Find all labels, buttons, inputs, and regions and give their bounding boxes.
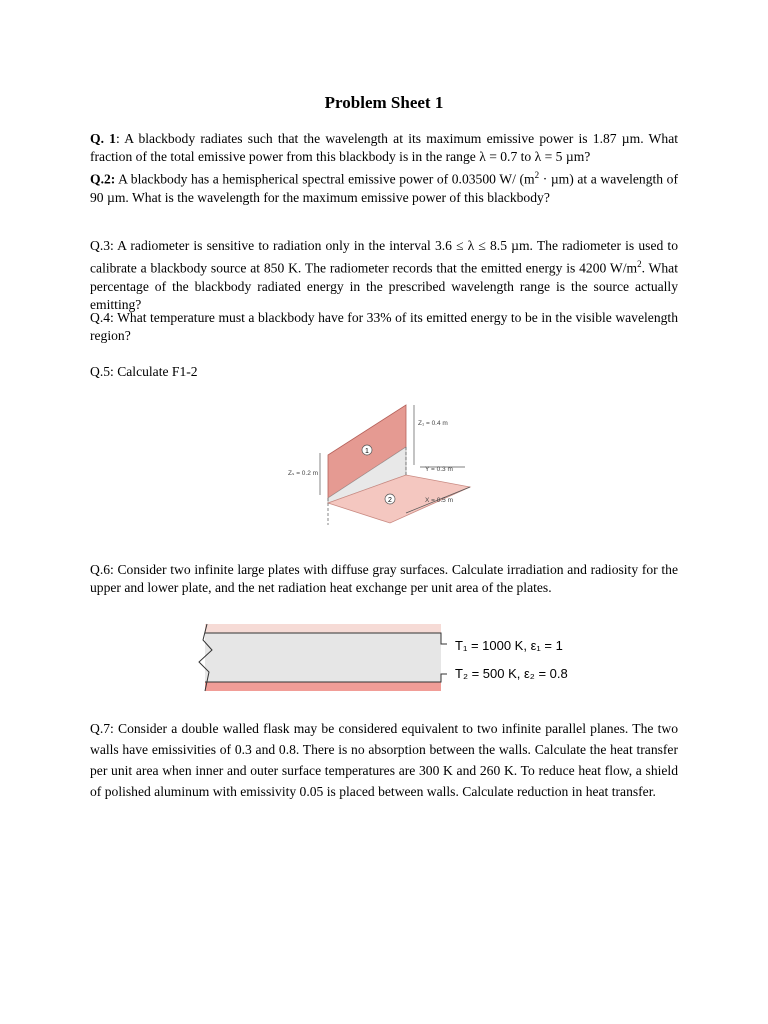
z1-dimension-label: Z₁ = 0.4 m (418, 420, 448, 427)
upper-plate-label: T₁ = 1000 K, ε₁ = 1 (455, 638, 563, 653)
question-3-text-b: . What percentage of the blackbody radiated energy in the prescribed wavelength range is the source actually emitting? (90, 260, 678, 312)
parallel-plates-diagram (185, 620, 585, 695)
question-1-label: Q. 1 (90, 131, 116, 146)
zs-dimension-label: Zₛ = 0.2 m (288, 470, 319, 477)
question-4-text: Q.4: What temperature must a blackbody have for 33% of its emitted energy to be in the visible wavelength region? (90, 310, 678, 343)
question-4 (90, 309, 678, 345)
surface-1-number: 1 (365, 448, 369, 455)
question-1-2 (90, 130, 678, 207)
question-3-text-a: Q.3: A radiometer is sensitive to radiation only in the interval 3.6 ≤ λ ≤ 8.5 µm. The radiometer is used to calibrate a blackbody source at 850 K. The radiometer records that the emitted energy is 4200 W/m (90, 238, 678, 276)
question-2-label: Q.2: (90, 171, 116, 187)
question-6 (90, 561, 678, 597)
lower-plate-label: T₂ = 500 K, ε₂ = 0.8 (455, 666, 568, 681)
question-6-text: Q.6: Consider two infinite large plates with diffuse gray surfaces. Calculate irradiation and radiosity for the upper and lower plate, and the net radiation heat exchange per unit area of the plates. (90, 562, 678, 595)
question-5 (90, 363, 678, 381)
question-7-text: Q.7: Consider a double walled flask may be considered equivalent to two infinite parallel planes. The two walls have emissivities of 0.3 and 0.8. There is no absorption between the walls. Calculate the heat transfer per unit area when inner and outer surface temperatures are 300 K and 260 K. To reduce heat flow, a shield of polished aluminum with emissivity 0.05 is placed between walls. Calculate reduction in heat transfer. (90, 721, 678, 799)
question-3 (90, 237, 678, 314)
question-3-superscript: 2 (637, 259, 642, 269)
question-2-text-b: · µm) at a wavelength of 90 µm. What is the wavelength for the maximum emissive power of this blackbody? (90, 171, 678, 205)
lower-plate (205, 682, 441, 691)
y-dimension-label: Y = 0.3 m (425, 466, 453, 473)
surface-2-number: 2 (388, 497, 392, 504)
question-7 (90, 718, 678, 802)
question-2-text-a: A blackbody has a hemispherical spectral emissive power of 0.03500 W/ (m (115, 171, 535, 187)
question-5-text: Q.5: Calculate F1-2 (90, 364, 198, 379)
x-dimension-label: X = 0.5 m (425, 497, 453, 504)
gap-between-plates (205, 633, 441, 682)
upper-plate (205, 624, 441, 633)
page-title: Problem Sheet 1 (324, 93, 444, 112)
question-1-text: : A blackbody radiates such that the wavelength at its maximum emissive power is 1.87 µm. What fraction of the total emissive power from this blackbody is in the range λ = 0.7 to λ = 5 µm? (90, 131, 678, 164)
question-2-superscript: 2 (534, 170, 540, 180)
perpendicular-rectangles-diagram (280, 395, 490, 530)
